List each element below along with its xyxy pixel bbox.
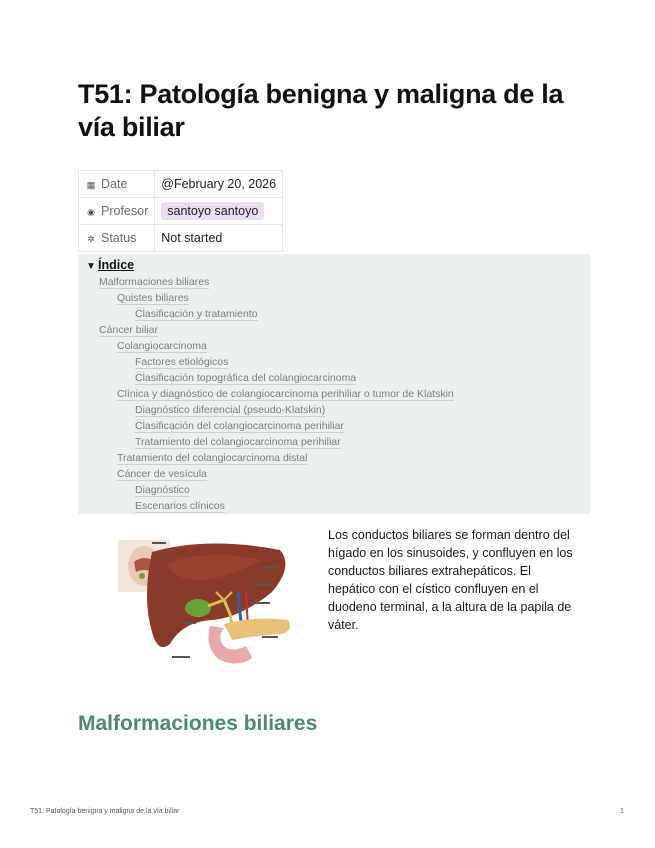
toc-link[interactable]: Clasificación del colangiocarcinoma perihiliar (135, 420, 344, 432)
toc-link[interactable]: Diagnóstico diferencial (pseudo-Klatskin) (135, 404, 326, 416)
toc-link[interactable]: Clasificación y tratamiento (135, 308, 258, 320)
toc-toggle[interactable] (86, 257, 582, 274)
toc-link[interactable]: Diagnóstico (135, 484, 190, 496)
anatomy-illustration (112, 536, 296, 670)
toc-link[interactable]: Clínica y diagnóstico de colangiocarcinoma perihiliar o tumor de Klatskin (117, 388, 454, 400)
toc-link[interactable]: Tratamiento del colangiocarcinoma perihiliar (135, 436, 341, 448)
property-row-profesor[interactable] (79, 198, 283, 225)
toc-heading: Índice (98, 258, 135, 272)
toc-link[interactable]: Quistes biliares (117, 292, 189, 304)
toc-link[interactable]: Malformaciones biliares (99, 276, 210, 288)
page-title: T51: Patología benigna y maligna de la vía biliar (78, 79, 564, 142)
footer-title: T51: Patología benigna y maligna de la vía biliar (30, 808, 180, 815)
page-number: 1 (620, 808, 624, 815)
person-tag[interactable]: santoyo santoyo (161, 202, 264, 220)
properties-table (78, 170, 283, 252)
property-row-status[interactable] (79, 225, 283, 252)
toc-link[interactable]: Cáncer de vesícula (117, 468, 207, 480)
toc-link[interactable]: Escenarios clínicos (135, 500, 225, 512)
toc-link[interactable]: Cáncer biliar (99, 324, 158, 336)
property-value-date: @February 20, 2026 (161, 177, 277, 191)
section-heading: Malformaciones biliares (78, 712, 318, 735)
property-key: Date (101, 177, 128, 191)
calendar-icon: ▦ (86, 180, 96, 190)
triangle-down-icon[interactable]: ▼ (86, 261, 96, 272)
intro-paragraph: Los conductos biliares se forman dentro del hígado en los sinusoides, y confluyen en los conductos biliares extrahepáticos. El hepático con el cístico confluyen en el duodeno terminal, a la altura de la papila de váter. (328, 528, 573, 632)
toc-link[interactable]: Clasificación topográfica del colangiocarcinoma (135, 372, 357, 384)
property-key: Status (101, 231, 137, 245)
toc-link[interactable]: Factores etiológicos (135, 356, 229, 368)
property-value-status: Not started (161, 231, 223, 245)
property-row-date[interactable] (79, 171, 283, 198)
person-icon: ◉ (87, 207, 95, 217)
toc-link[interactable]: Tratamiento del colangiocarcinoma distal (117, 452, 308, 464)
property-key: Profesor (101, 204, 149, 218)
status-icon: ✲ (87, 234, 95, 244)
toc-link[interactable]: Colangiocarcinoma (117, 340, 207, 352)
table-of-contents (78, 254, 590, 514)
